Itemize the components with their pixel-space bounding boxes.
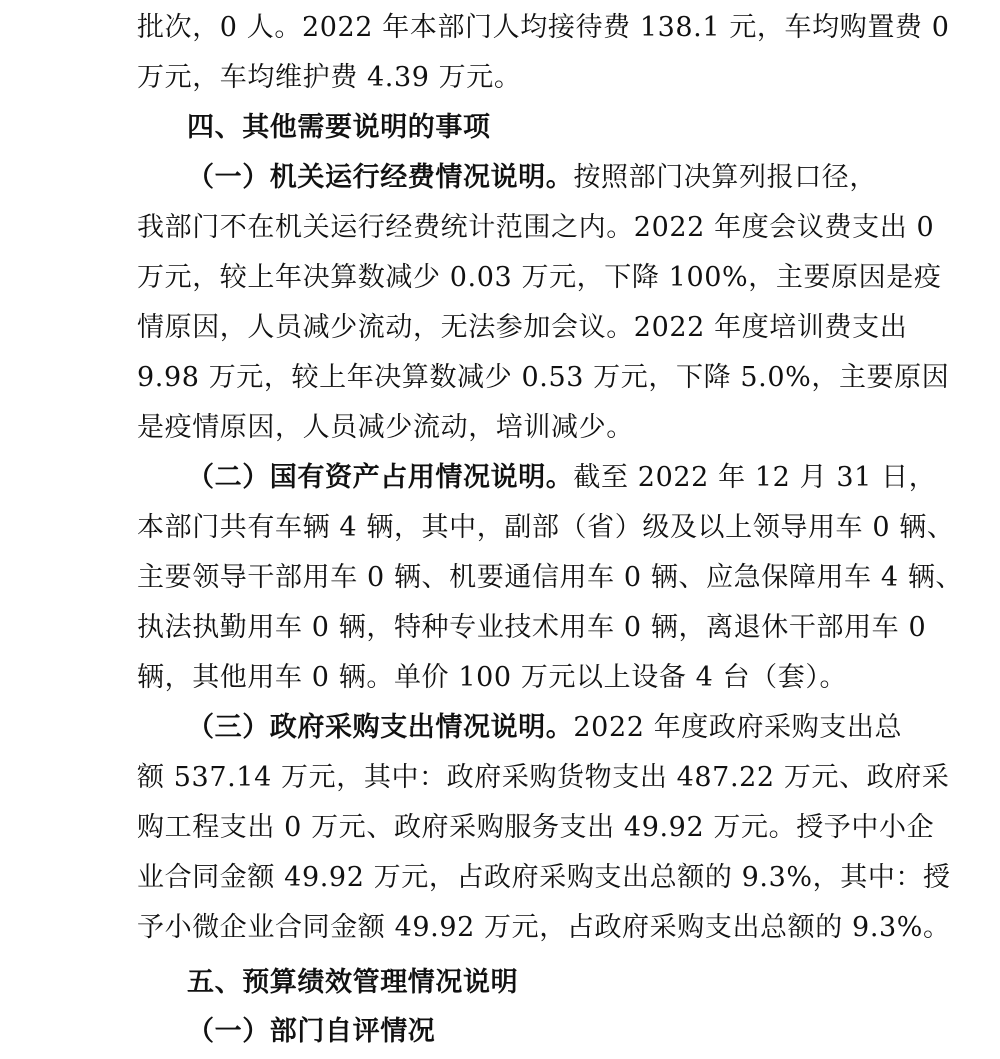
paragraph-line: 购工程支出 0 万元、政府采购服务支出 49.92 万元。授予中小企	[137, 812, 935, 843]
subheading-one: （一）机关运行经费情况说明。	[187, 162, 574, 193]
paragraph-line: 辆，其他用车 0 辆。单价 100 万元以上设备 4 台（套）。	[137, 662, 848, 693]
paragraph-line: 执法执勤用车 0 辆，特种专业技术用车 0 辆，离退休干部用车 0	[137, 612, 927, 643]
paragraph-line: 万元，较上年决算数减少 0.03 万元，下降 100%，主要原因是疫	[137, 262, 942, 293]
paragraph-line: 是疫情原因，人员减少流动，培训减少。	[137, 412, 634, 443]
section-heading-five: 五、预算绩效管理情况说明	[187, 967, 519, 998]
subheading-self-evaluation: （一）部门自评情况	[187, 1016, 436, 1047]
subheading-two: （二）国有资产占用情况说明。	[187, 462, 574, 493]
paragraph-line-subheading	[187, 708, 903, 748]
section-heading-four: 四、其他需要说明的事项	[187, 112, 491, 143]
paragraph-line: 本部门共有车辆 4 辆，其中，副部（省）级及以上领导用车 0 辆、	[137, 512, 955, 543]
paragraph-line: 业合同金额 49.92 万元，占政府采购支出总额的 9.3%，其中：授	[137, 862, 951, 893]
paragraph-line: 主要领导干部用车 0 辆、机要通信用车 0 辆、应急保障用车 4 辆、	[137, 562, 964, 593]
paragraph-line: 万元，车均维护费 4.39 万元。	[137, 62, 522, 93]
paragraph-line-subheading	[187, 458, 937, 498]
paragraph-line: 情原因，人员减少流动，无法参加会议。2022 年度培训费支出	[137, 312, 908, 343]
paragraph-line: 额 537.14 万元，其中：政府采购货物支出 487.22 万元、政府采	[137, 762, 950, 793]
subheading-three: （三）政府采购支出情况说明。	[187, 712, 574, 743]
paragraph-text: 按照部门决算列报口径，	[573, 162, 878, 193]
paragraph-line: 9.98 万元，较上年决算数减少 0.53 万元，下降 5.0%，主要原因	[137, 362, 950, 393]
paragraph-line: 我部门不在机关运行经费统计范围之内。2022 年度会议费支出 0	[137, 212, 935, 243]
paragraph-text: 截至 2022 年 12 月 31 日，	[573, 462, 937, 493]
paragraph-line-subheading	[187, 158, 877, 198]
paragraph-line: 予小微企业合同金额 49.92 万元，占政府采购支出总额的 9.3%。	[137, 912, 951, 943]
paragraph-text: 2022 年度政府采购支出总	[573, 712, 903, 743]
paragraph-line: 批次，0 人。2022 年本部门人均接待费 138.1 元，车均购置费 0	[137, 12, 950, 43]
